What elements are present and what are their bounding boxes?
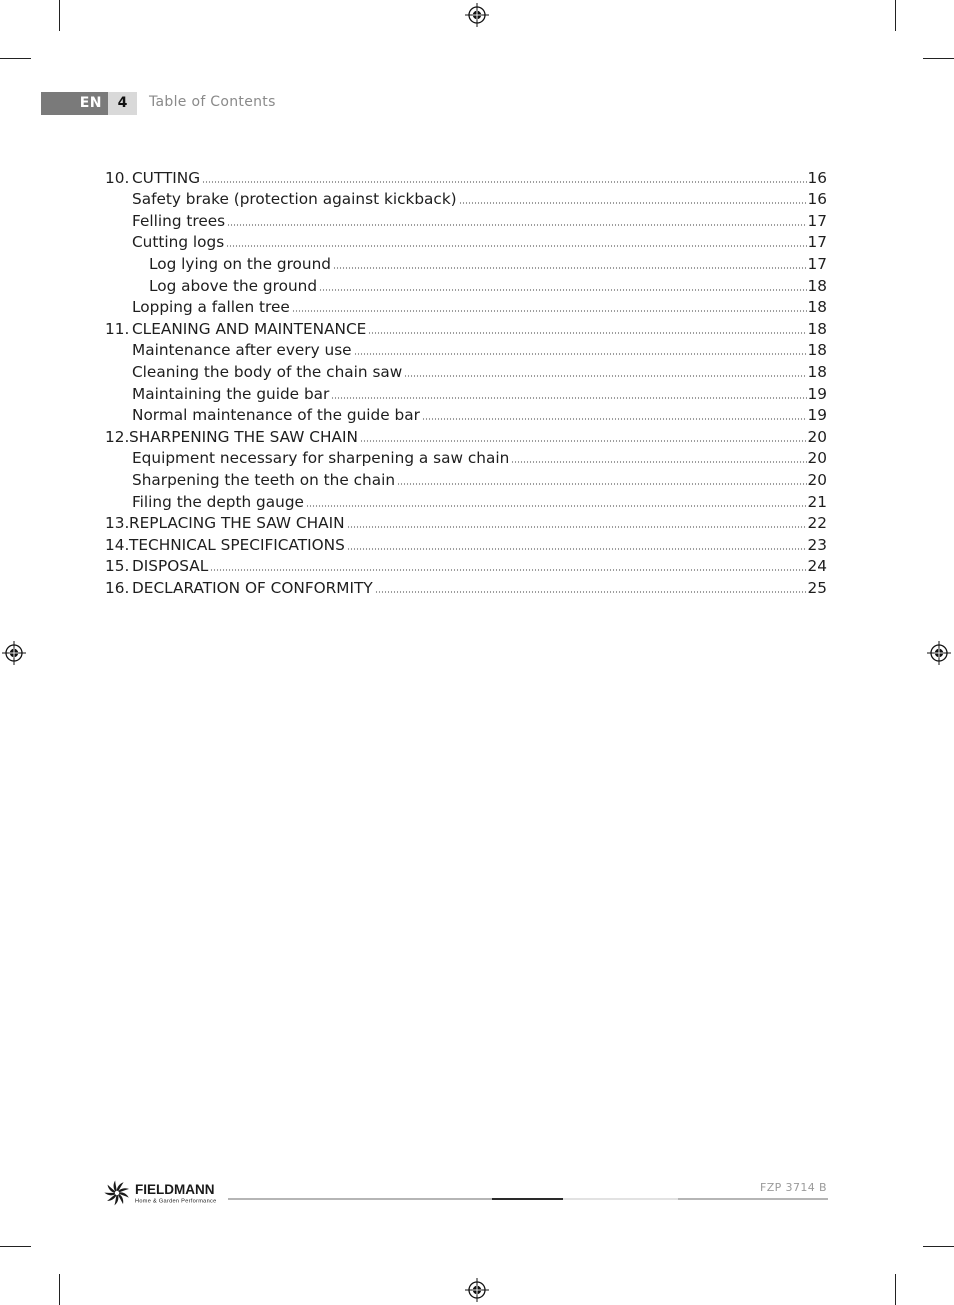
toc-entry[interactable] [105,231,827,253]
toc-entry-page: 21 [807,492,827,511]
toc-entry-number: 14. [105,535,130,554]
toc-entry[interactable] [105,339,827,361]
crop-mark [0,58,31,59]
toc-entry-page: 16 [807,168,827,187]
footer-rule [563,1198,678,1200]
toc-leader-dots [202,181,806,183]
toc-leader-dots [319,289,806,291]
toc-entry-page: 18 [807,298,827,317]
toc-entry-page: 25 [807,578,827,597]
toc-entry-title: Cleaning the body of the chain saw [132,362,403,381]
toc-entry-title: Lopping a fallen tree [132,298,290,317]
toc-leader-dots [511,461,806,463]
toc-entry-title: Normal maintenance of the guide bar [132,406,420,425]
fieldmann-logo [103,1178,228,1208]
toc-entry[interactable] [105,360,827,382]
toc-entry-number: 10. [105,168,130,187]
section-title: Table of Contents [149,94,276,110]
toc-entry-page: 17 [807,233,827,252]
toc-entry-title: SHARPENING THE SAW CHAIN [129,427,358,446]
toc-entry[interactable] [105,274,827,296]
registration-mark-icon [927,641,951,665]
table-of-contents [105,166,827,598]
toc-entry[interactable] [105,555,827,577]
toc-entry[interactable] [105,166,827,188]
toc-entry-page: 18 [807,276,827,295]
toc-entry-number: 11. [105,319,130,338]
toc-entry[interactable] [105,447,827,469]
toc-entry[interactable] [105,209,827,231]
registration-mark-icon [465,1278,489,1302]
toc-entry[interactable] [105,296,827,318]
toc-leader-dots [306,505,807,507]
toc-entry-page: 18 [807,362,827,381]
toc-entry[interactable] [105,425,827,447]
toc-entry-number: 15. [105,557,130,576]
toc-entry[interactable] [105,317,827,339]
toc-entry-page: 17 [807,254,827,273]
language-tab: EN [41,92,108,115]
registration-mark-icon [2,641,26,665]
toc-leader-dots [210,569,806,571]
toc-entry-page: 20 [807,449,827,468]
toc-entry[interactable] [105,382,827,404]
crop-mark [59,1274,60,1305]
toc-entry-page: 20 [807,427,827,446]
toc-entry-page: 24 [807,557,827,576]
toc-leader-dots [354,353,807,355]
toc-leader-dots [397,483,806,485]
toc-entry-page: 16 [807,190,827,209]
toc-entry-title: TECHNICAL SPECIFICATIONS [129,535,345,554]
registration-mark-icon [465,3,489,27]
crop-mark [895,1274,896,1305]
toc-leader-dots [331,397,806,399]
toc-entry[interactable] [105,468,827,490]
page-number: 4 [108,92,137,115]
footer-rule [492,1198,563,1200]
toc-entry-title: DISPOSAL [132,557,209,576]
fan-logo-icon [104,1180,129,1205]
footer-rule [228,1198,492,1200]
toc-entry-title: CLEANING AND MAINTENANCE [132,319,367,338]
toc-entry-title: Filing the depth gauge [132,492,304,511]
toc-entry[interactable] [105,252,827,274]
toc-leader-dots [375,591,807,593]
toc-entry-title: Equipment necessary for sharpening a saw chain [132,449,510,468]
toc-entry[interactable] [105,533,827,555]
toc-entry-title: Safety brake (protection against kickback) [132,190,457,209]
toc-entry-title: CUTTING [132,168,201,187]
toc-entry-page: 20 [807,470,827,489]
toc-entry-title: Maintenance after every use [132,341,352,360]
toc-entry-title: Cutting logs [132,233,225,252]
toc-entry-number: 12. [105,427,130,446]
crop-mark [895,0,896,31]
toc-entry-title: Log lying on the ground [149,254,332,273]
toc-leader-dots [404,375,806,377]
toc-leader-dots [422,418,807,420]
toc-leader-dots [347,548,807,550]
toc-leader-dots [368,332,806,334]
crop-mark [0,1246,31,1247]
toc-entry-title: Log above the ground [149,276,318,295]
toc-entry-title: DECLARATION OF CONFORMITY [132,578,373,597]
crop-mark [923,58,954,59]
toc-leader-dots [360,440,807,442]
crop-mark [59,0,60,31]
svg-text:FIELDMANN: FIELDMANN [135,1182,215,1197]
toc-entry-number: 16. [105,578,130,597]
toc-entry-title: Sharpening the teeth on the chain [132,470,396,489]
toc-entry[interactable] [105,404,827,426]
toc-entry[interactable] [105,512,827,534]
toc-entry-page: 19 [807,384,827,403]
toc-entry-page: 19 [807,406,827,425]
toc-entry-page: 18 [807,319,827,338]
crop-mark [923,1246,954,1247]
toc-entry-title: REPLACING THE SAW CHAIN [129,514,345,533]
footer-rule [678,1198,828,1200]
model-number: FZP 3714 B [759,1181,827,1194]
toc-entry[interactable] [105,490,827,512]
toc-entry-page: 22 [807,514,827,533]
toc-leader-dots [459,202,807,204]
toc-entry-page: 23 [807,535,827,554]
toc-leader-dots [226,245,806,247]
svg-text:Home & Garden Performance: Home & Garden Performance [135,1198,217,1205]
toc-entry[interactable] [105,188,827,210]
toc-entry-page: 18 [807,341,827,360]
toc-leader-dots [292,310,807,312]
toc-entry-title: Felling trees [132,211,226,230]
toc-leader-dots [333,267,807,269]
toc-leader-dots [227,224,806,226]
toc-leader-dots [347,526,807,528]
toc-entry[interactable] [105,576,827,598]
toc-entry-number: 13. [105,514,130,533]
toc-entry-page: 17 [807,211,827,230]
toc-entry-title: Maintaining the guide bar [132,384,330,403]
